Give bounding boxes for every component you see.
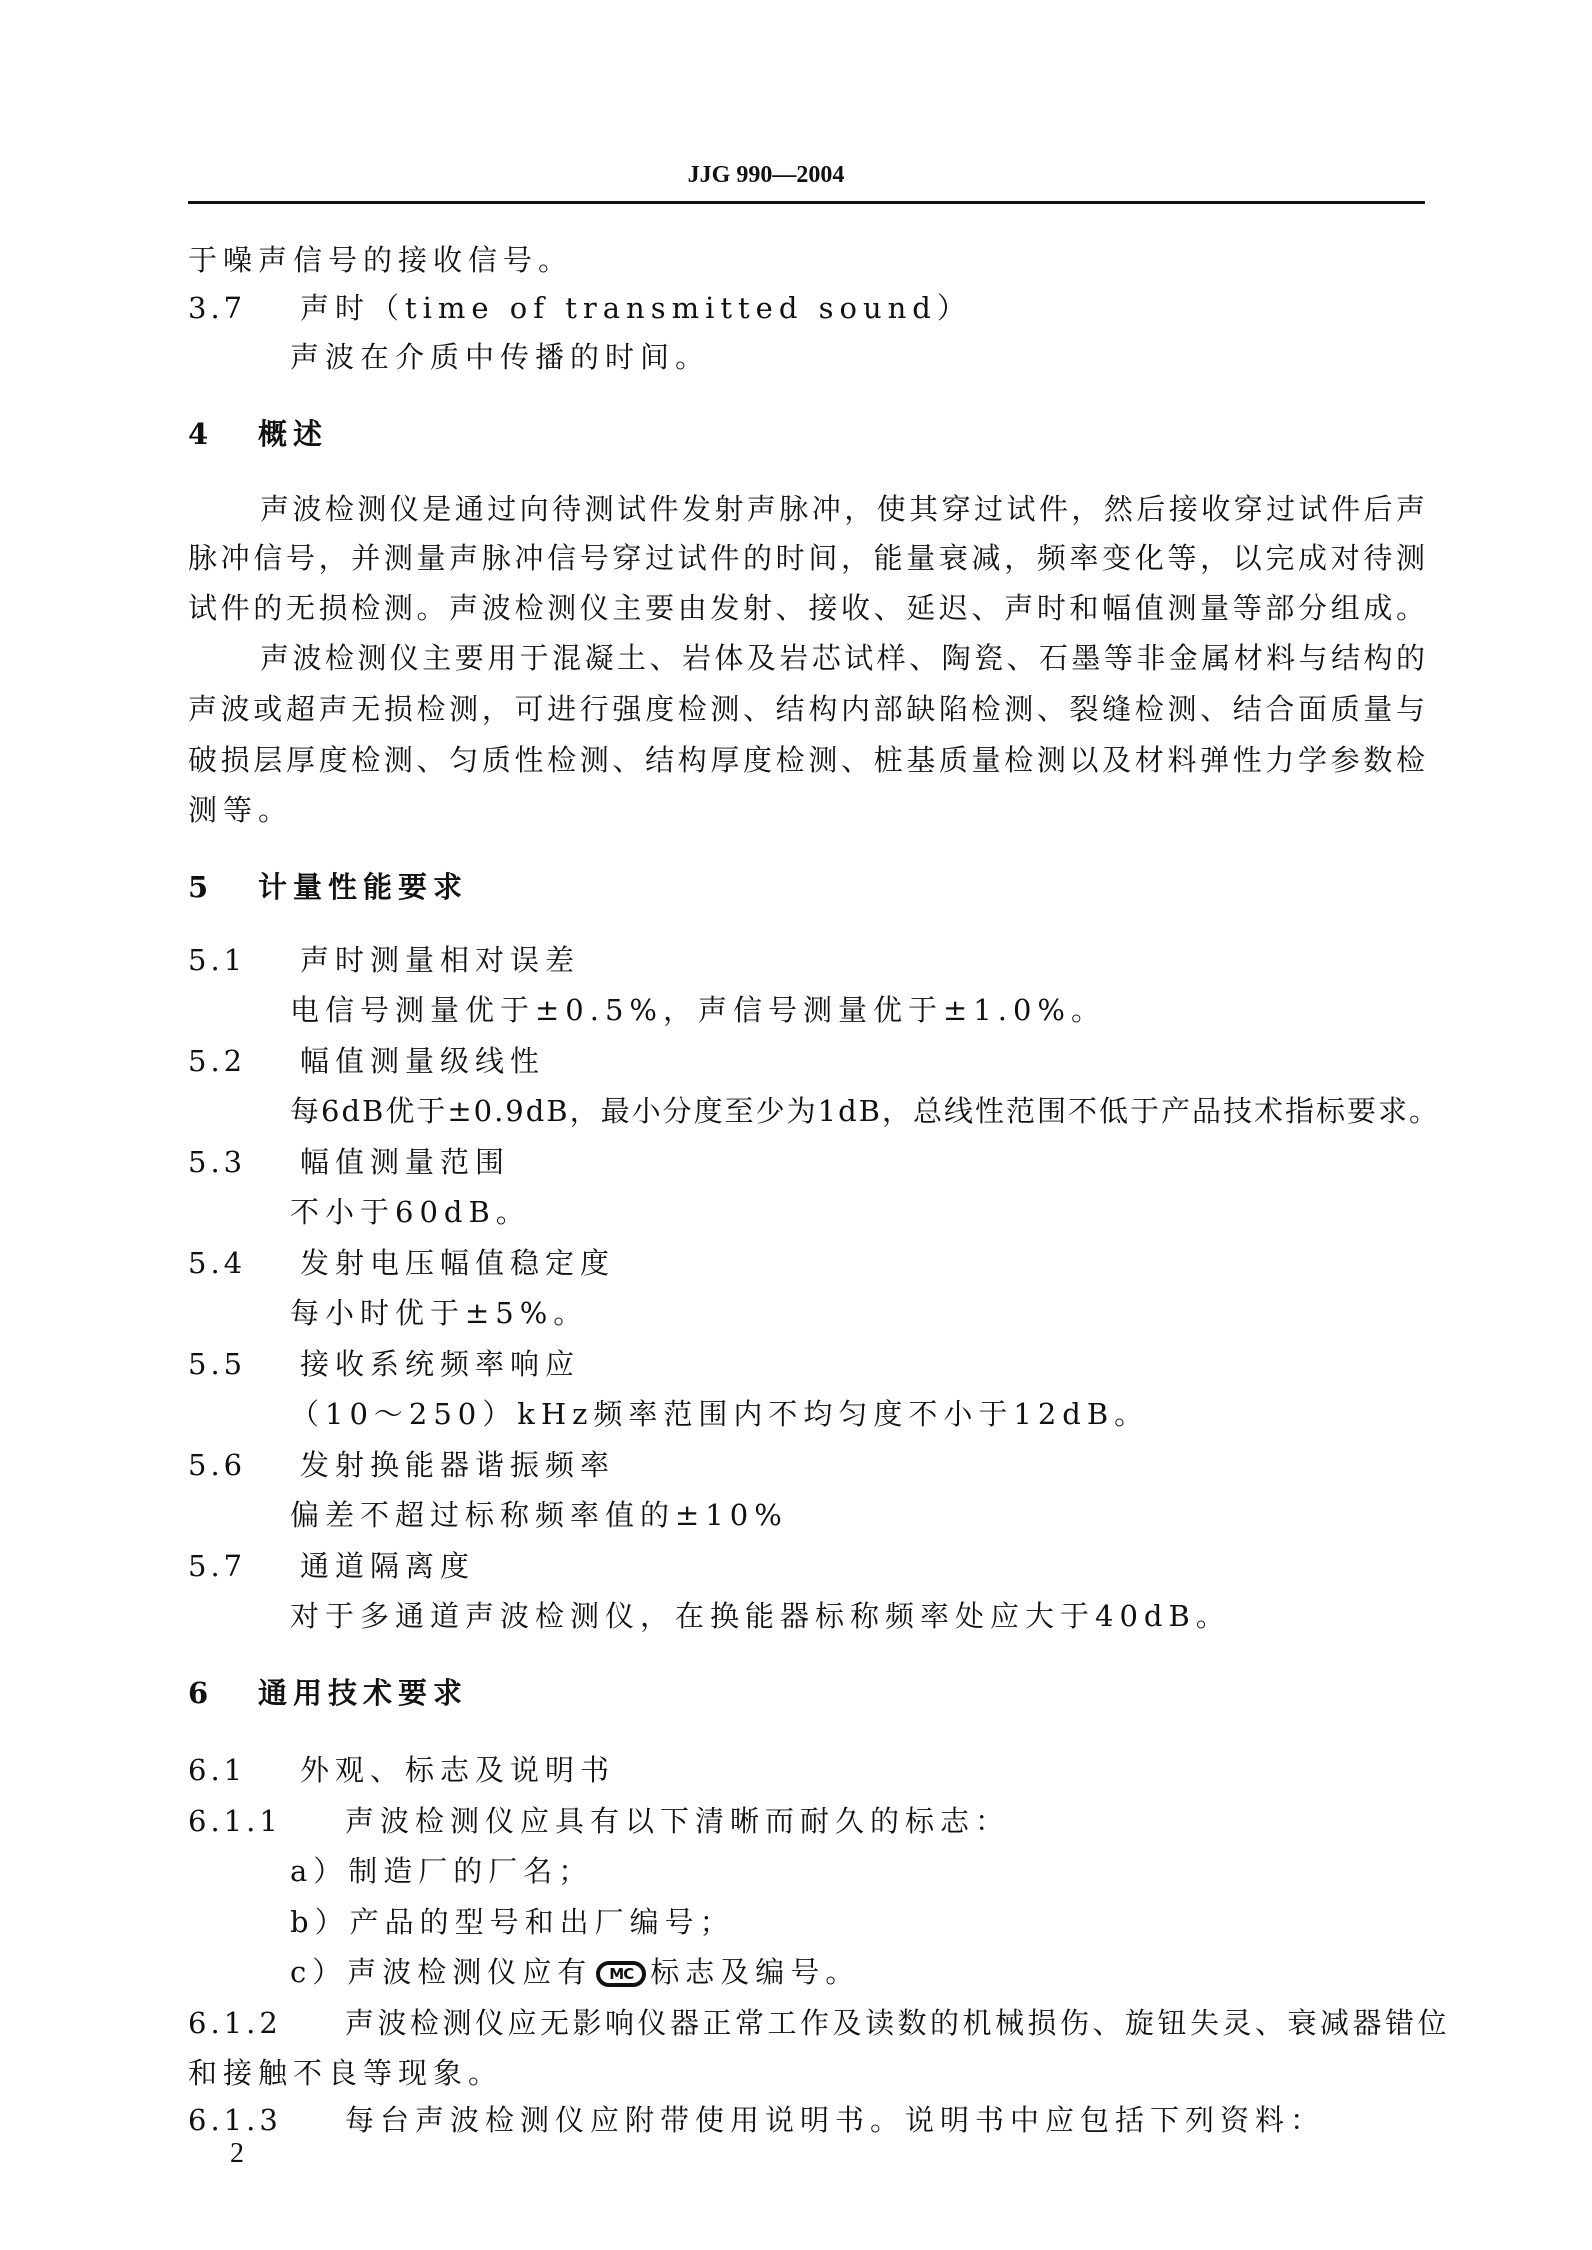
mc-mark-icon: MC bbox=[596, 1961, 646, 1987]
section-number: 4 bbox=[188, 417, 213, 451]
standard-code: JJG 990—2004 bbox=[687, 162, 845, 188]
section-number: 5 bbox=[188, 870, 213, 904]
section-title: 声时（time of transmitted sound） bbox=[300, 291, 972, 325]
section-title: 计量性能要求 bbox=[258, 870, 469, 904]
document-header bbox=[0, 162, 1592, 189]
header-rule bbox=[188, 201, 1425, 204]
section-number: 3.7 bbox=[188, 291, 247, 325]
section-title: 通用技术要求 bbox=[258, 1676, 469, 1710]
section-title: 概述 bbox=[258, 417, 329, 451]
page-number: 2 bbox=[230, 2138, 244, 2169]
section-number: 6 bbox=[188, 1676, 213, 1710]
